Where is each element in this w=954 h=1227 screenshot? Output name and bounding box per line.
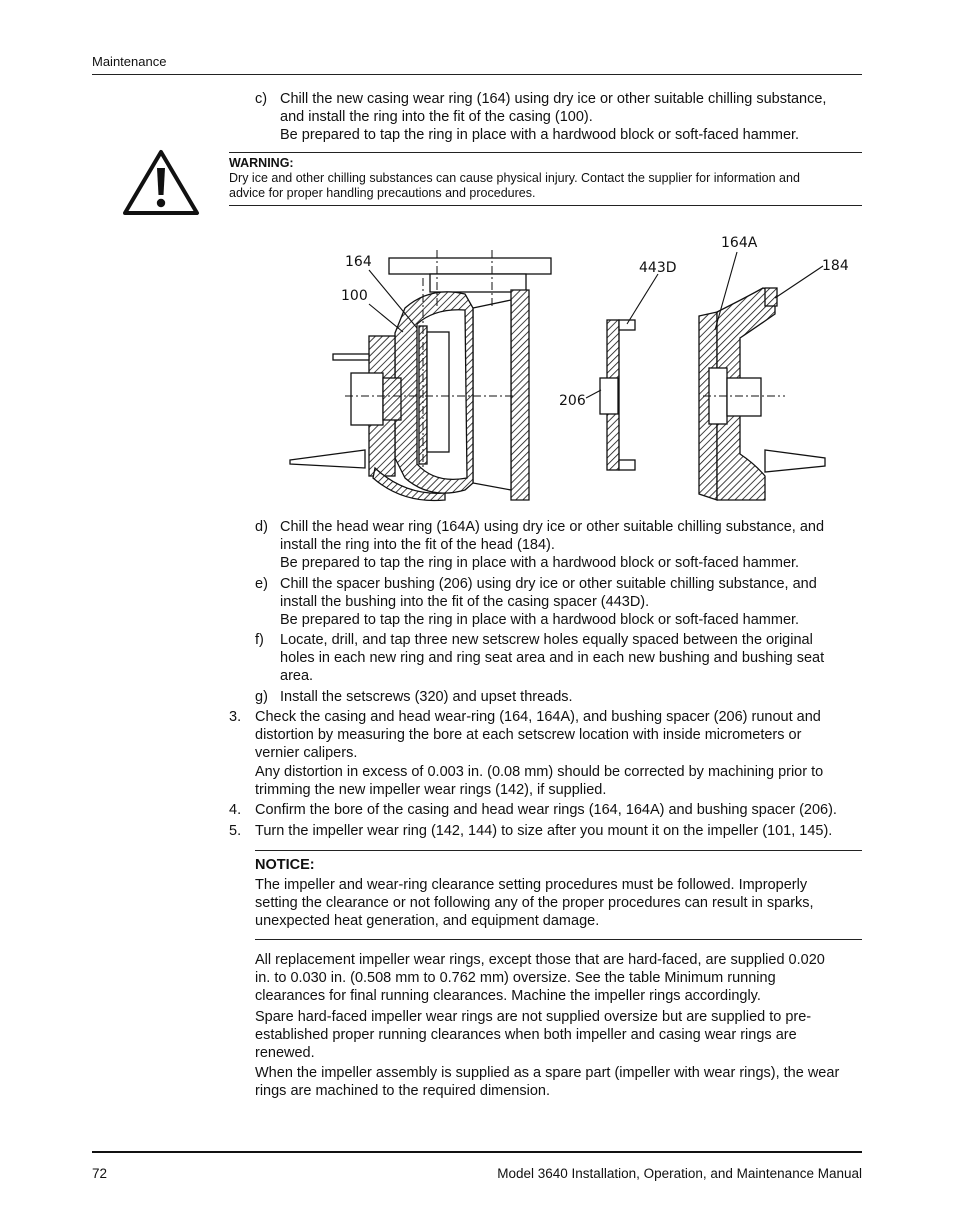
step-e (255, 575, 865, 631)
paragraph-line: clearances for final running clearances. Machine the impeller rings accordingly. (255, 988, 761, 1005)
step-line: Any distortion in excess of 0.003 in. (0.08 mm) should be corrected by machining prior to (255, 763, 824, 780)
warning-bottom-rule (229, 205, 862, 206)
step-4 (229, 801, 865, 821)
step-label: f) (255, 632, 264, 648)
impeller-hub (427, 332, 449, 452)
step-line: install the ring into the fit of the head (184). (280, 537, 555, 554)
step-line: area. (280, 668, 314, 685)
step-line: Be prepared to tap the ring in place with a hardwood block or soft-faced hammer. (280, 555, 800, 572)
notice-bottom-rule (255, 939, 862, 940)
running-header: Maintenance (92, 54, 167, 69)
step-label: c) (255, 91, 268, 107)
label-100: 100 (341, 288, 368, 304)
step-line: Be prepared to tap the ring in place with a hardwood block or soft-faced hammer. (280, 127, 800, 144)
casing-flange (511, 290, 529, 500)
step-line: distortion by measuring the bore at each setscrew location with inside micrometers or (255, 727, 802, 744)
warning-top-rule (229, 152, 862, 153)
shaft-sleeve (351, 373, 383, 425)
step-3 (229, 708, 865, 800)
label-164A: 164A (721, 235, 758, 251)
step-line: Chill the new casing wear ring (164) using dry ice or other suitable chilling substance, (280, 91, 827, 107)
discharge-flange (389, 258, 551, 274)
label-164: 164 (345, 254, 372, 270)
step-line: and install the ring into the fit of the casing (100). (280, 109, 593, 126)
label-184: 184 (822, 258, 849, 274)
paragraph-line: renewed. (255, 1045, 315, 1062)
paragraph-line: Spare hard-faced impeller wear rings are not supplied oversize but are supplied to pre- (255, 1009, 812, 1025)
warning-triangle-icon (122, 148, 200, 216)
notice-line: setting the clearance or not following any of the proper procedures can result in sparks, (255, 895, 814, 912)
label-443D: 443D (639, 260, 677, 276)
head-foot (765, 450, 825, 472)
step-label: 5. (229, 823, 242, 839)
warning-title: WARNING: (229, 156, 294, 170)
step-line: vernier calipers. (255, 745, 358, 762)
warning-line: advice for proper handling precautions and procedures. (229, 185, 536, 200)
step-g (255, 688, 865, 708)
step-line: Turn the impeller wear ring (142, 144) to size after you mount it on the impeller (101, 145). (255, 823, 833, 839)
seal (383, 378, 401, 420)
notice-line: unexpected heat generation, and equipment damage. (255, 913, 600, 930)
step-line: holes in each new ring and ring seat area and in each new bushing and bushing seat (280, 650, 825, 667)
step-label: g) (255, 689, 268, 705)
page-number: 72 (92, 1166, 108, 1181)
wear-ring-installation-figure (285, 228, 850, 508)
step-line: Chill the spacer bushing (206) using dry ice or other suitable chilling substance, and (280, 576, 817, 592)
step-label: e) (255, 576, 268, 592)
casing-bore (473, 300, 511, 490)
step-line: Chill the head wear ring (164A) using dry ice or other suitable chilling substance, and (280, 519, 825, 535)
warning-line: Dry ice and other chilling substances can cause physical injury. Contact the supplier for information and (229, 171, 800, 185)
warning-text (229, 171, 800, 200)
tie-rod (333, 354, 369, 360)
spacer-flange-top (619, 320, 635, 330)
step-c (255, 90, 865, 146)
step-f (255, 631, 865, 687)
header-rule (92, 74, 862, 75)
manual-title: Model 3640 Installation, Operation, and Maintenance Manual (497, 1166, 862, 1181)
step-line: trimming the new impeller wear rings (142), if supplied. (255, 781, 607, 798)
spacer-flange-bottom (619, 460, 635, 470)
step-line: install the bushing into the fit of the casing spacer (443D). (280, 594, 650, 611)
paragraph-hard-faced (255, 1008, 811, 1063)
paragraph-line: rings are machined to the required dimension. (255, 1083, 550, 1100)
footer-rule (92, 1151, 862, 1153)
step-line: Check the casing and head wear-ring (164, 164A), and bushing spacer (206) runout and (255, 709, 821, 725)
paragraph-spare-part (255, 1064, 839, 1100)
notice-title: NOTICE: (255, 857, 315, 873)
step-label: 3. (229, 709, 242, 725)
spacer-bushing-206 (600, 378, 618, 414)
step-line: Install the setscrews (320) and upset threads. (280, 689, 573, 705)
support-foot (290, 450, 365, 468)
label-206: 206 (559, 393, 586, 409)
paragraph-line: in. to 0.030 in. (0.508 mm to 0.762 mm) oversize. See the table Minimum running (255, 970, 776, 987)
notice-line: The impeller and wear-ring clearance setting procedures must be followed. Improperly (255, 877, 808, 893)
discharge-nozzle (430, 274, 526, 292)
step-d (255, 518, 865, 574)
paragraph-oversize (255, 951, 825, 1006)
paragraph-line: When the impeller assembly is supplied as a spare part (impeller with wear rings), the wear (255, 1065, 840, 1081)
step-line: Be prepared to tap the ring in place with a hardwood block or soft-faced hammer. (280, 612, 800, 629)
step-5 (229, 822, 865, 842)
step-line: Locate, drill, and tap three new setscrew holes equally spaced between the original (280, 632, 813, 648)
casing-assembly (290, 250, 551, 501)
step-line: Confirm the bore of the casing and head wear rings (164, 164A) and bushing spacer (206). (255, 802, 837, 818)
notice-text (255, 876, 814, 931)
step-label: 4. (229, 802, 242, 818)
step-label: d) (255, 519, 268, 535)
bearing-housing (765, 288, 777, 306)
head-hub (727, 378, 761, 416)
notice-top-rule (255, 850, 862, 851)
paragraph-line: established proper running clearances when both impeller and casing wear rings are (255, 1027, 797, 1044)
paragraph-line: All replacement impeller wear rings, except those that are hard-faced, are supplied 0.020 (255, 952, 825, 968)
casing-spacer-assembly (600, 320, 635, 470)
